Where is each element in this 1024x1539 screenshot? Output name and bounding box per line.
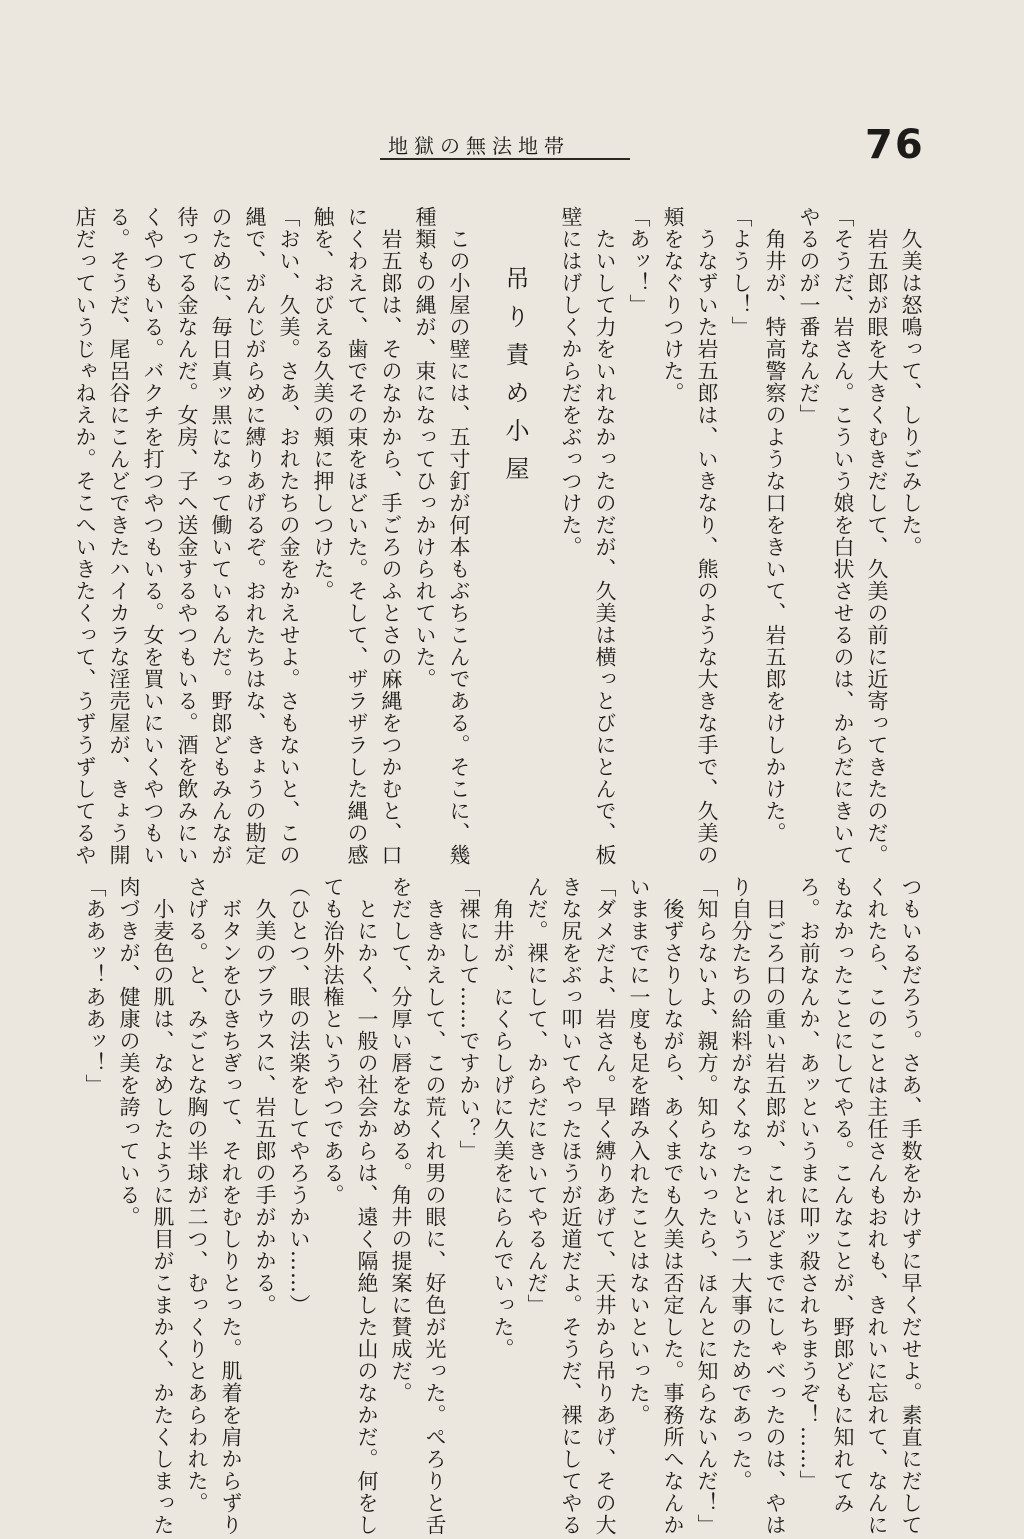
text-line: る。そうだ、尾呂谷にこんどできたハイカラな淫売屋が、きょう開 [107,206,131,866]
text-line: 後ずさりしながら、あくまでも久美は否定した。事務所へなんか [661,876,685,1536]
text-line: のために、毎日真ッ黒になって働いているんだ。野郎どもみんなが [209,206,233,866]
text-line: 角井が、特高警察のような口をきいて、岩五郎をけしかけた。 [763,206,787,844]
text-line: 「裸にして……ですかい？」 [457,876,481,1162]
text-line: もなかったことにしてやる。こんなことが、野郎どもに知れてみ [831,876,855,1514]
text-line: ろ。お前なんか、あッというまに叩ッ殺されちまうぞ！……」 [797,876,821,1492]
text-line: くれたら、このことは主任さんもおれも、きれいに忘れて、なんに [865,876,889,1536]
text-line: 縄で、がんじがらめに縛りあげるぞ。おれたちはな、きょうの勘定 [243,206,267,866]
text-line: ボタンをひきちぎって、それをむしりとった。肌着を肩からずり [219,876,243,1536]
text-line: 「知らないよ、親方。知らないったら、ほんとに知らないんだ！」 [695,876,719,1536]
text-line: 種類もの縄が、束になってひっかけられていた。 [413,206,437,690]
text-line: 「そうだ、岩さん。こういう娘を白状させるのは、からだにきいて [831,206,855,866]
text-line: んだ。裸にして、からだにきいてやるんだ」 [525,876,549,1316]
text-line: たいして力をいれなかったのだが、久美は横っとびにとんで、板 [593,206,617,866]
text-line: きな尻をぶっ叩いてやったほうが近道だよ。そうだ、裸にしてやる [559,876,583,1536]
text-line: 待ってる金なんだ。女房、子へ送金するやつもいる。酒を飲みにい [175,206,199,866]
text-line: 肉づきが、健康の美を誇っている。 [117,876,141,1228]
text-line: さげる。と、みごとな胸の半球が二つ、むっくりとあらわれた。 [185,876,209,1514]
text-line: り自分たちの給料がなくなったという一大事のためであった。 [729,876,753,1492]
text-line: 「ああッ！ああッ！」 [83,876,107,1096]
text-line: 久美のブラウスに、岩五郎の手がかかる。 [253,876,277,1316]
text-line: 店だっていうじゃねえか。そこへいきたくって、うずうずしてるや [73,206,97,866]
text-line: 小麦色の肌は、なめしたように肌目がこまかく、かたくしまった [151,876,175,1536]
text-line: 「ダメだよ、岩さん。早く縛りあげて、天井から吊りあげ、その大 [593,876,617,1536]
page-number: 76 [865,122,925,168]
text-line: にくわえて、歯でその束をほどいた。そして、ザラザラした縄の感 [345,206,369,866]
text-line: いままでに一度も足を踏み入れたことはないといった。 [627,876,651,1426]
text-line: 壁にはげしくからだをぶっつけた。 [559,206,583,558]
text-line: この小屋の壁には、五寸釘が何本もぶちこんである。そこに、幾 [447,206,471,866]
running-title: 地獄の無法地帯 [380,130,630,160]
text-line: をだして、分厚い唇をなめる。角井の提案に賛成だ。 [389,876,413,1404]
text-line: 角井が、にくらしげに久美をにらんでいった。 [491,876,515,1360]
text-line: つもいるだろう。さあ、手数をかけずに早くだせよ。素直にだして [899,876,923,1536]
text-line: くやつもいる。バクチを打つやつもいる。女を買いにいくやつもい [141,206,165,866]
text-line: 「ようし！」 [729,206,753,338]
text-line: 岩五郎が眼を大きくむきだして、久美の前に近寄ってきたのだ。 [865,206,889,866]
text-line: 「あッ！」 [627,206,651,316]
upper-text-block [73,206,928,866]
text-line: 頬をなぐりつけた。 [661,206,685,404]
text-line: 久美は怒鳴って、しりごみした。 [899,206,923,558]
text-line: 触を、おびえる久美の頬に押しつけた。 [311,206,335,602]
text-line: やるのが一番なんだ」 [797,206,821,426]
text-line: うなずいた岩五郎は、いきなり、熊のような大きな手で、久美の [695,206,719,866]
text-line: とにかく、一般の社会からは、遠く隔絶した山のなかだ。何をし [355,876,379,1536]
section-heading: 吊り責め小屋 [501,266,529,494]
text-line: 日ごろ口の重い岩五郎が、これほどまでにしゃべったのは、やは [763,876,787,1536]
text-line: ても治外法権というやつである。 [321,876,345,1206]
text-line: （ひとつ、眼の法楽をしてやろうかい……） [287,876,311,1316]
text-line: ききかえして、この荒くれ男の眼に、好色が光った。ぺろりと舌 [423,876,447,1536]
text-line: 「おい、久美。さあ、おれたちの金をかえせよ。さもないと、この [277,206,301,866]
lower-text-block [83,876,928,1536]
text-line: 岩五郎は、そのなかから、手ごろのふとさの麻縄をつかむと、口 [379,206,403,866]
